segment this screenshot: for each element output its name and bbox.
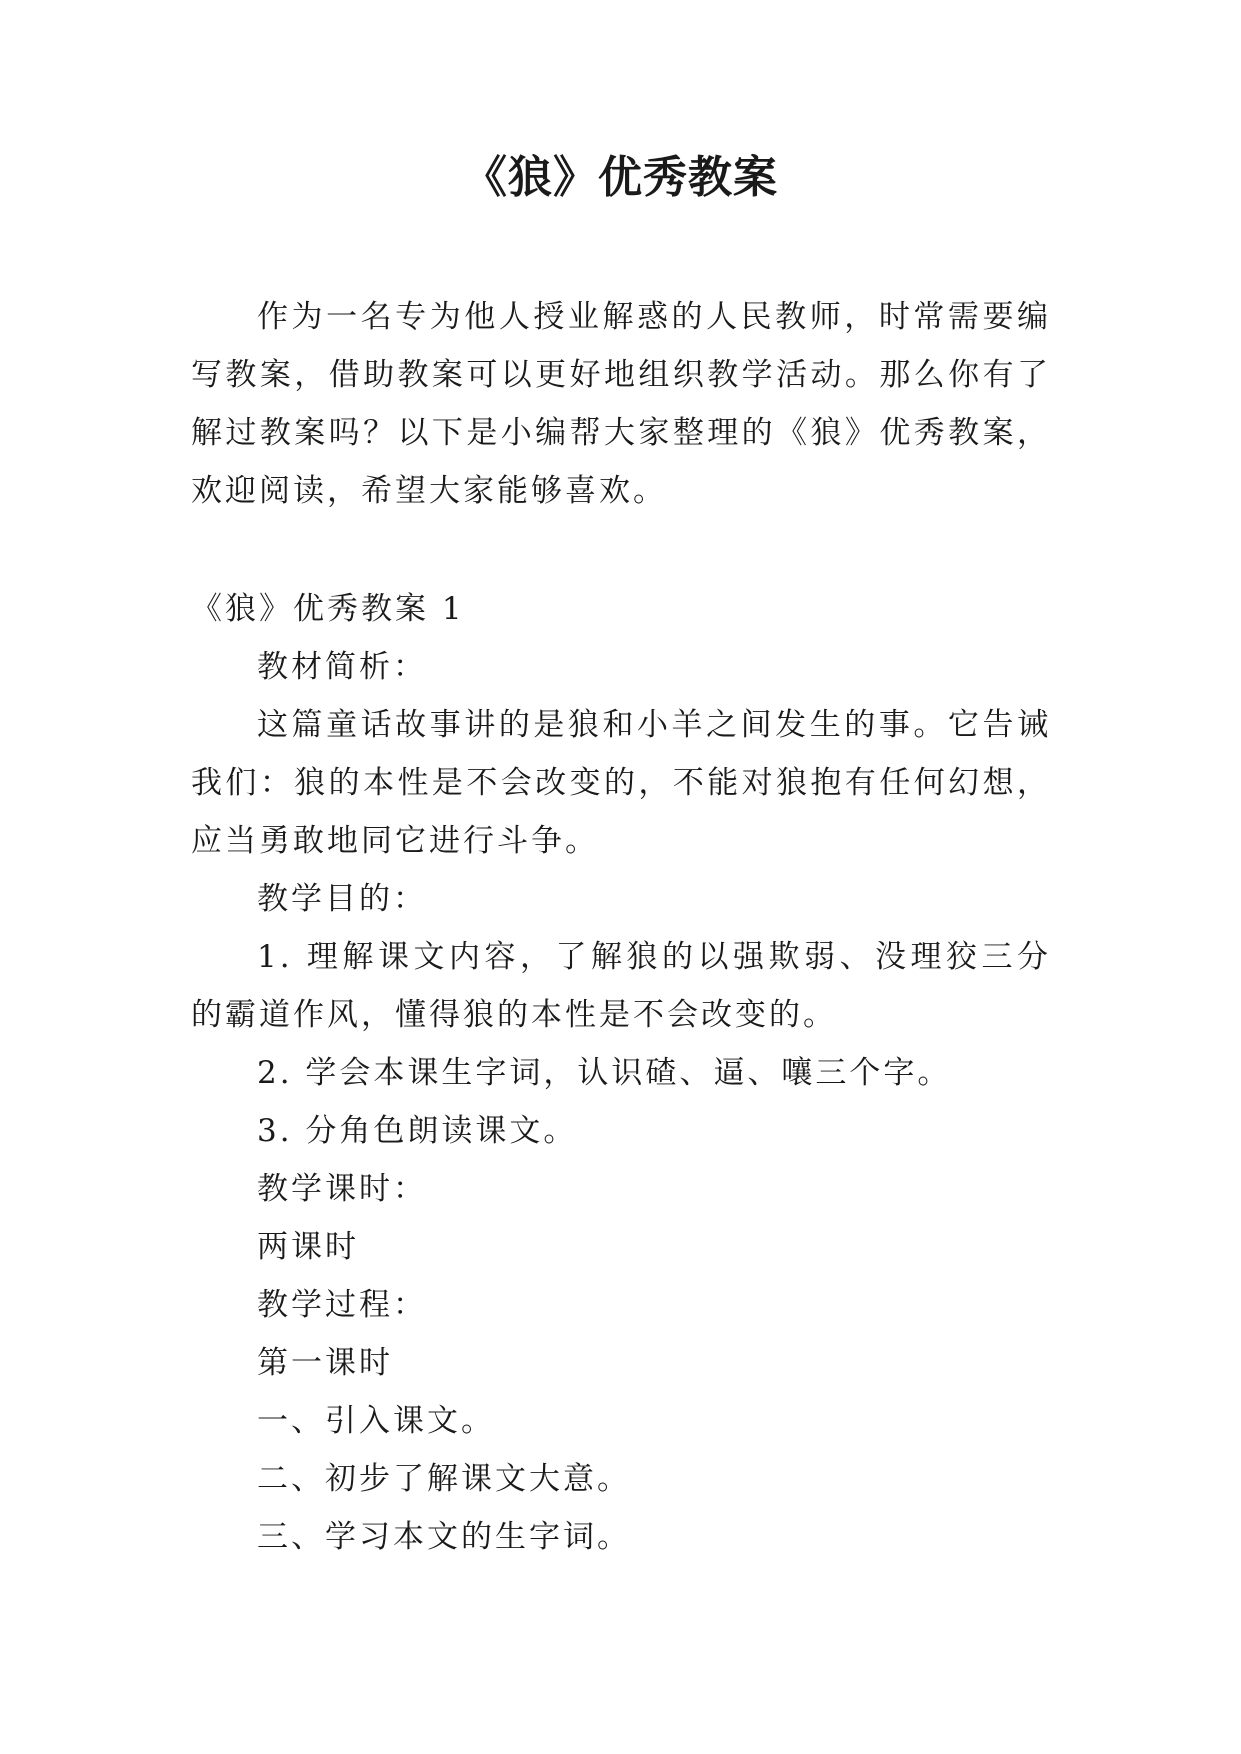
paragraph-step-1: 一、引入课文。 — [257, 1403, 495, 1439]
intro-paragraph: 作为一名专为他人授业解惑的人民教师，时常需要编写教案，借助教案可以更好地组织教学活动。那么你有了解过教案吗？以下是小编帮大家整理的《狼》优秀教案，欢迎阅读，希望大家能够喜欢。 — [191, 299, 1051, 509]
paragraph-step-2: 二、初步了解课文大意。 — [257, 1461, 631, 1497]
paragraph-process-label: 教学过程： — [257, 1287, 427, 1323]
section-heading: 《狼》优秀教案 1 — [191, 591, 465, 627]
paragraph-teaching-goals-label: 教学目的： — [257, 881, 427, 917]
paragraph-material-analysis-label: 教材简析： — [257, 649, 427, 685]
paragraph-first-lesson: 第一课时 — [257, 1345, 393, 1381]
paragraph-goal-2: 2. 学会本课生字词，认识碴、逼、嚷三个字。 — [257, 1055, 952, 1091]
paragraph-class-hours-label: 教学课时： — [257, 1171, 427, 1207]
paragraph-step-3: 三、学习本文的生字词。 — [257, 1519, 631, 1555]
lesson-plan-section — [191, 580, 1051, 1566]
paragraph-material-analysis: 这篇童话故事讲的是狼和小羊之间发生的事。它告诫我们：狼的本性是不会改变的，不能对狼抱有任何幻想，应当勇敢地同它进行斗争。 — [191, 707, 1051, 859]
paragraph-goal-3: 3. 分角色朗读课文。 — [257, 1113, 578, 1149]
paragraph-class-hours: 两课时 — [257, 1229, 359, 1265]
document-title: 《狼》优秀教案 — [463, 152, 778, 203]
paragraph-goal-1: 1. 理解课文内容，了解狼的以强欺弱、没理狡三分的霸道作风，懂得狼的本性是不会改变的。 — [191, 939, 1051, 1033]
intro-block — [191, 288, 1051, 520]
